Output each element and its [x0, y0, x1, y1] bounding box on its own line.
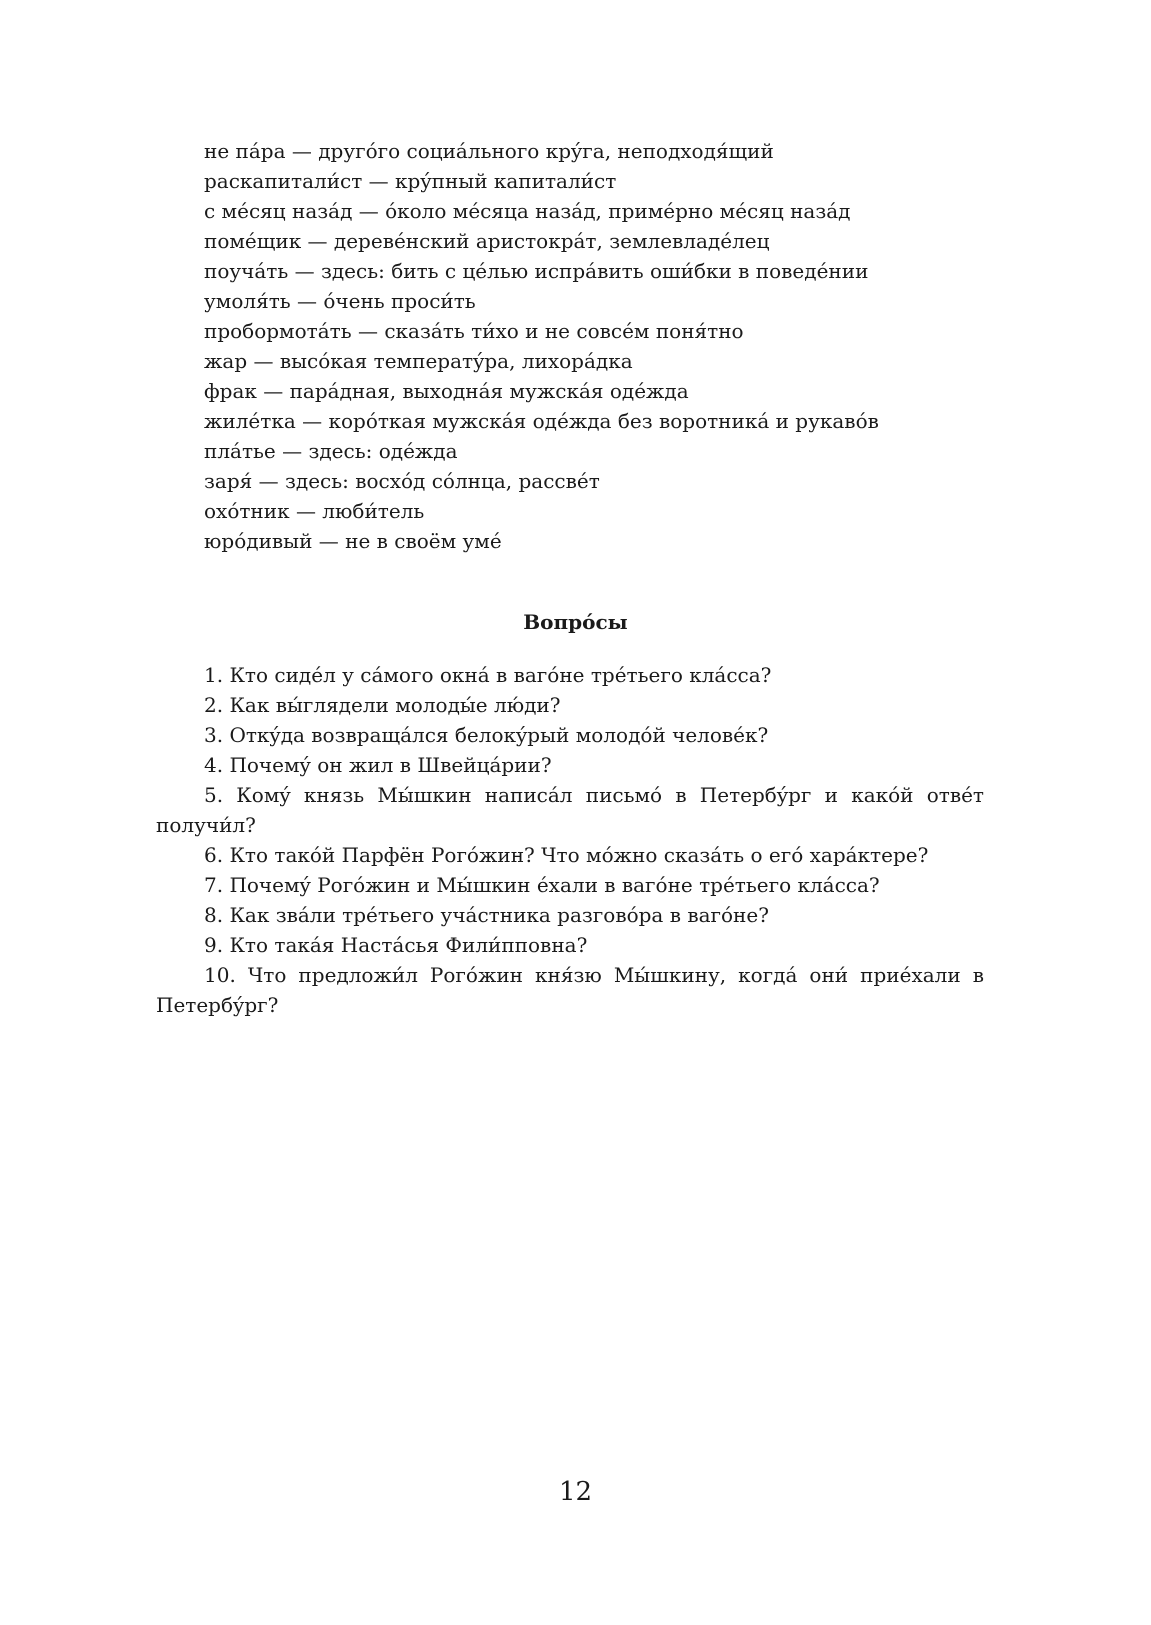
question-item: 7. Почемý Рогóжин и Мы́шкин éхали в вагóне трéтьего клáсса?	[204, 873, 880, 897]
question-item: 10. Что предложи́л Рогóжин кня́зю Мы́шкину, когдá они́ приéхали в Петербýрг?	[156, 963, 984, 1017]
question-item: 5. Комý князь Мы́шкин написáл письмó в Петербýрг и какóй отвéт получи́л?	[156, 783, 984, 837]
glossary-item: жилéтка — корóткая мужскáя одéжда без воротникá и рукавóв	[204, 409, 879, 433]
glossary-item: заря́ — здесь: восхóд сóлнца, рассвéт	[204, 469, 600, 493]
glossary-item: охóтник — люби́тель	[204, 499, 425, 523]
question-item: 3. Откýда возвращáлся белокýрый молодóй человéк?	[204, 723, 769, 747]
glossary-item: помéщик — деревéнский аристокрáт, землевладéлец	[204, 229, 770, 253]
glossary-item: умоля́ть — óчень проси́ть	[204, 289, 476, 313]
glossary-item: не пáра — другóго социáльного крýга, неподходя́щий	[204, 139, 774, 163]
page-number: 12	[558, 1477, 593, 1507]
glossary-item: с мéсяц назáд — óколо мéсяца назáд, примéрно мéсяц назáд	[204, 199, 851, 223]
question-item: 1. Кто сидéл у сáмого окнá в вагóне трéтьего клáсса?	[204, 663, 772, 687]
question-item: 6. Кто такóй Парфён Рогóжин? Что мóжно сказáть о егó харáктере?	[204, 843, 929, 867]
question-item: 9. Кто такáя Настáсья Фили́пповна?	[204, 933, 588, 957]
question-item: 2. Как вы́глядели молоды́е лю́ди?	[204, 693, 561, 717]
section-title: Вопрóсы	[523, 610, 628, 634]
glossary-item: фрак — парáдная, выходнáя мужскáя одéжда	[204, 379, 689, 403]
questions-list	[156, 660, 984, 1020]
glossary-list	[204, 136, 1004, 556]
glossary-item: пробормотáть — сказáть ти́хо и не совсéм поня́тно	[204, 319, 744, 343]
glossary-item: поучáть — здесь: бить с цéлью испрáвить оши́бки в поведéнии	[204, 259, 869, 283]
glossary-item: жар — высóкая температýра, лихорáдка	[204, 349, 633, 373]
question-item: 4. Почемý он жил в Швейцáрии?	[204, 753, 552, 777]
glossary-item: раскапитали́ст — крýпный капитали́ст	[204, 169, 617, 193]
glossary-item: юрóдивый — не в своём умé	[204, 529, 502, 553]
glossary-item: плáтье — здесь: одéжда	[204, 439, 458, 463]
question-item: 8. Как звáли трéтьего учáстника разговóра в вагóне?	[204, 903, 769, 927]
